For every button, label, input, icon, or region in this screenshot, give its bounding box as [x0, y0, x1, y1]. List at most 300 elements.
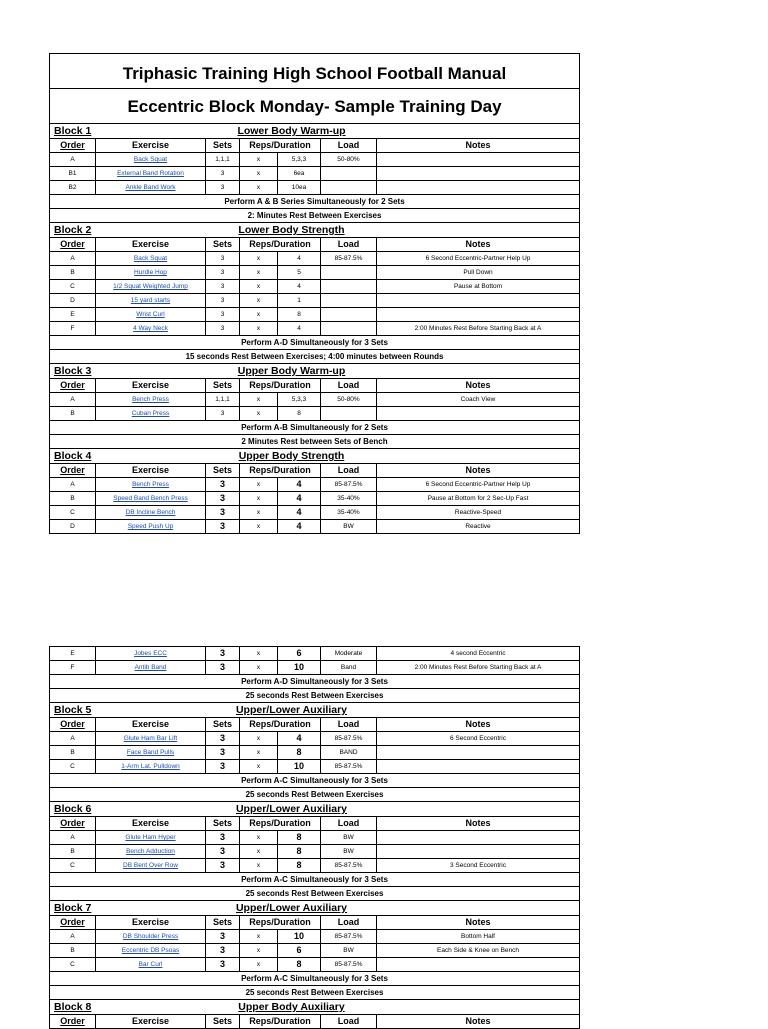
exercise-link[interactable]: Ankle Band Work	[125, 184, 176, 191]
exercise-link[interactable]: Bench Press	[132, 481, 169, 488]
sets-cell: 3	[206, 958, 240, 971]
reps-value-cell: 8	[278, 407, 321, 420]
notes-cell: Reactive	[465, 523, 491, 530]
column-header-order: Order	[50, 718, 96, 731]
column-header-exercise: Exercise	[96, 238, 206, 251]
exercise-cell	[96, 280, 206, 293]
column-header-sets: Sets	[206, 817, 240, 830]
block-header	[50, 449, 579, 464]
exercise-cell	[96, 308, 206, 321]
reps-cell: x	[240, 322, 278, 335]
reps-value-cell: 4	[278, 492, 321, 505]
exercise-link[interactable]: DB Incline Bench	[125, 509, 176, 516]
order-cell: F	[50, 661, 96, 674]
exercise-cell	[96, 760, 206, 773]
reps-cell: x	[240, 407, 278, 420]
notes-cell: 4 second Eccentric	[450, 650, 506, 657]
reps-cell: x	[240, 181, 278, 194]
exercise-row	[50, 760, 579, 774]
exercise-row	[50, 506, 579, 520]
sets-cell: 3	[206, 181, 240, 194]
load-cell: 35-40%	[321, 492, 377, 505]
notes-cell	[377, 746, 579, 759]
order-cell: B	[50, 845, 96, 858]
load-cell	[321, 181, 377, 194]
block-title: Upper Body Auxiliary	[238, 1001, 345, 1013]
order-cell: B	[50, 944, 96, 957]
load-cell: 85-87.5%	[321, 958, 377, 971]
column-header-sets: Sets	[206, 139, 240, 152]
sets-cell: 3	[206, 478, 240, 491]
reps-value-cell: 4	[278, 732, 321, 745]
reps-value-cell: 10ea	[278, 181, 321, 194]
reps-cell: x	[240, 280, 278, 293]
order-cell: B	[50, 407, 96, 420]
column-header-row	[50, 1015, 579, 1029]
load-cell: 85-87.5%	[321, 252, 377, 265]
notes-cell	[377, 308, 579, 321]
notes-cell	[377, 294, 579, 307]
reps-cell: x	[240, 930, 278, 943]
exercise-link[interactable]: 15 yard starts	[130, 297, 171, 304]
order-cell: E	[50, 647, 96, 660]
load-cell	[321, 266, 377, 279]
column-header-load: Load	[321, 379, 377, 392]
exercise-cell	[96, 831, 206, 844]
exercise-link[interactable]: Bench Adduction	[126, 848, 175, 855]
exercise-link[interactable]: Cuban Press	[131, 410, 170, 417]
order-cell: B	[50, 492, 96, 505]
reps-cell: x	[240, 831, 278, 844]
notes-cell	[377, 167, 579, 180]
exercise-row	[50, 294, 579, 308]
block-name: Block 5	[54, 704, 92, 716]
block-instruction: Perform A-B Simultaneously for 2 Sets	[50, 421, 579, 435]
notes-cell: Bottom Half	[461, 933, 495, 940]
column-header-sets: Sets	[206, 464, 240, 477]
reps-value-cell: 4	[278, 252, 321, 265]
exercise-row	[50, 958, 579, 972]
notes-cell: 2:00 Minutes Rest Before Starting Back at A	[414, 664, 542, 671]
column-header-exercise: Exercise	[96, 916, 206, 929]
column-header-sets: Sets	[206, 379, 240, 392]
exercise-row	[50, 478, 579, 492]
column-header-order: Order	[50, 464, 96, 477]
block-header	[50, 124, 579, 139]
reps-value-cell: 6	[278, 647, 321, 660]
order-cell: B1	[50, 167, 96, 180]
column-header-load: Load	[321, 464, 377, 477]
reps-value-cell: 8	[278, 831, 321, 844]
reps-cell: x	[240, 393, 278, 406]
column-header-reps: Reps/Duration	[240, 718, 321, 731]
block-title: Lower Body Warm-up	[237, 125, 346, 137]
reps-cell: x	[240, 478, 278, 491]
column-header-reps: Reps/Duration	[240, 1015, 321, 1028]
block-title: Upper Body Warm-up	[237, 365, 346, 377]
block-name: Block 6	[54, 803, 92, 815]
load-cell: 85-87.5%	[321, 478, 377, 491]
page-1-blocks	[50, 124, 579, 534]
exercise-row	[50, 661, 579, 675]
exercise-cell	[96, 944, 206, 957]
block-header	[50, 802, 579, 817]
exercise-cell	[96, 520, 206, 533]
exercise-link[interactable]: Speed Band Bench Press	[113, 495, 188, 502]
block-header	[50, 223, 579, 238]
order-cell: A	[50, 831, 96, 844]
reps-value-cell: 10	[278, 661, 321, 674]
page-2-blocks	[50, 647, 579, 1029]
exercise-link[interactable]: External Band Rotation	[117, 170, 184, 177]
order-cell: B2	[50, 181, 96, 194]
exercise-cell	[96, 181, 206, 194]
sets-cell: 3	[206, 322, 240, 335]
block-instruction: 25 seconds Rest Between Exercises	[50, 986, 579, 1000]
column-header-load: Load	[321, 1015, 377, 1028]
exercise-cell	[96, 506, 206, 519]
exercise-row	[50, 266, 579, 280]
block-instruction: 25 seconds Rest Between Exercises	[50, 689, 579, 703]
load-cell: BW	[321, 831, 377, 844]
column-header-load: Load	[321, 238, 377, 251]
sets-cell: 3	[206, 280, 240, 293]
block-header	[50, 1000, 579, 1015]
notes-cell: Reactive-Speed	[454, 509, 502, 516]
column-header-order: Order	[50, 238, 96, 251]
exercise-link[interactable]: Back Squat	[133, 255, 168, 262]
reps-value-cell: 5,3,3	[278, 393, 321, 406]
sets-cell: 3	[206, 167, 240, 180]
order-cell: A	[50, 252, 96, 265]
reps-value-cell: 8	[278, 845, 321, 858]
exercise-row	[50, 308, 579, 322]
reps-value-cell: 4	[278, 506, 321, 519]
column-header-row	[50, 817, 579, 831]
exercise-link[interactable]: Bar Curl	[138, 961, 163, 968]
reps-cell: x	[240, 167, 278, 180]
column-header-notes: Notes	[465, 140, 491, 150]
exercise-link[interactable]: Glute Ham Bar Lift	[123, 735, 178, 742]
exercise-row	[50, 944, 579, 958]
block-instruction: Perform A-C Simultaneously for 3 Sets	[50, 873, 579, 887]
exercise-row	[50, 322, 579, 336]
exercise-row	[50, 520, 579, 534]
notes-cell: 6 Second Eccentric-Partner Help Up	[425, 255, 531, 262]
column-header-notes: Notes	[465, 818, 491, 828]
exercise-row	[50, 930, 579, 944]
sets-cell: 3	[206, 746, 240, 759]
load-cell	[321, 167, 377, 180]
exercise-link[interactable]: 4 Way Neck	[133, 325, 168, 332]
load-cell	[321, 407, 377, 420]
exercise-cell	[96, 845, 206, 858]
exercise-cell	[96, 153, 206, 166]
exercise-cell	[96, 478, 206, 491]
load-cell	[321, 322, 377, 335]
reps-cell: x	[240, 958, 278, 971]
block-name: Block 2	[54, 224, 92, 236]
order-cell: C	[50, 958, 96, 971]
reps-cell: x	[240, 859, 278, 872]
exercise-link[interactable]: Antib Band	[134, 664, 167, 671]
sets-cell: 3	[206, 845, 240, 858]
exercise-link[interactable]: Eccentric DB Psoas	[121, 947, 180, 954]
exercise-cell	[96, 859, 206, 872]
exercise-row	[50, 181, 579, 195]
block-instruction: 2: Minutes Rest Between Exercises	[50, 209, 579, 223]
exercise-link[interactable]: DB Bent Over Row	[123, 862, 178, 869]
column-header-reps: Reps/Duration	[240, 139, 321, 152]
sets-cell: 3	[206, 760, 240, 773]
column-header-notes: Notes	[465, 719, 491, 729]
exercise-cell	[96, 647, 206, 660]
column-header-notes: Notes	[465, 380, 491, 390]
load-cell: 50-80%	[321, 153, 377, 166]
exercise-row	[50, 647, 579, 661]
exercise-cell	[96, 294, 206, 307]
notes-cell	[377, 153, 579, 166]
column-header-sets: Sets	[206, 1015, 240, 1028]
load-cell: 85-87.5%	[321, 760, 377, 773]
exercise-cell	[96, 266, 206, 279]
sets-cell: 3	[206, 944, 240, 957]
exercise-cell	[96, 407, 206, 420]
column-header-reps: Reps/Duration	[240, 916, 321, 929]
sets-cell: 3	[206, 407, 240, 420]
order-cell: A	[50, 732, 96, 745]
sets-cell: 3	[206, 294, 240, 307]
column-header-exercise: Exercise	[96, 718, 206, 731]
exercise-link[interactable]: Hurdle Hop	[134, 269, 167, 276]
column-header-order: Order	[50, 139, 96, 152]
reps-cell: x	[240, 308, 278, 321]
column-header-order: Order	[50, 916, 96, 929]
exercise-cell	[96, 393, 206, 406]
reps-cell: x	[240, 732, 278, 745]
block-title: Upper Body Strength	[238, 450, 345, 462]
notes-cell: Coach View	[460, 396, 496, 403]
exercise-link[interactable]: Speed Push Up	[127, 523, 174, 530]
column-header-order: Order	[50, 379, 96, 392]
page-subtitle: Eccentric Block Monday- Sample Training Day	[50, 89, 579, 124]
block-header	[50, 364, 579, 379]
exercise-row	[50, 831, 579, 845]
block-instruction: Perform A-C Simultaneously for 3 Sets	[50, 972, 579, 986]
column-header-load: Load	[321, 916, 377, 929]
column-header-notes: Notes	[465, 917, 491, 927]
notes-cell: Pause at Bottom for 2 Sec-Up Fast	[427, 495, 529, 502]
load-cell: BAND	[321, 746, 377, 759]
column-header-reps: Reps/Duration	[240, 817, 321, 830]
exercise-link[interactable]: Bench Press	[132, 396, 169, 403]
block-title: Upper/Lower Auxiliary	[235, 704, 348, 716]
reps-value-cell: 4	[278, 478, 321, 491]
block-instruction: Perform A-C Simultaneously for 3 Sets	[50, 774, 579, 788]
column-header-row	[50, 916, 579, 930]
column-header-notes: Notes	[465, 465, 491, 475]
exercise-link[interactable]: Jobes ECC	[134, 650, 167, 657]
reps-cell: x	[240, 647, 278, 660]
load-cell	[321, 308, 377, 321]
exercise-cell	[96, 958, 206, 971]
block-instruction: 25 seconds Rest Between Exercises	[50, 887, 579, 901]
exercise-row	[50, 732, 579, 746]
column-header-exercise: Exercise	[96, 139, 206, 152]
column-header-sets: Sets	[206, 916, 240, 929]
load-cell: Band	[321, 661, 377, 674]
block-instruction: Perform A & B Series Simultaneously for 2 Sets	[50, 195, 579, 209]
block-title: Upper/Lower Auxiliary	[235, 902, 348, 914]
reps-cell: x	[240, 506, 278, 519]
column-header-sets: Sets	[206, 238, 240, 251]
exercise-row	[50, 859, 579, 873]
order-cell: A	[50, 478, 96, 491]
notes-cell: 6 Second Eccentric-Partner Help Up	[425, 481, 531, 488]
reps-cell: x	[240, 492, 278, 505]
exercise-link[interactable]: DB Shoulder Press	[122, 933, 179, 940]
notes-cell	[377, 181, 579, 194]
sets-cell: 3	[206, 252, 240, 265]
notes-cell: 2:00 Minutes Rest Before Starting Back at A	[414, 325, 542, 332]
notes-cell: Pull Down	[463, 269, 493, 276]
block-title: Lower Body Strength	[238, 224, 345, 236]
column-header-exercise: Exercise	[96, 1015, 206, 1028]
exercise-row	[50, 845, 579, 859]
block-header	[50, 901, 579, 916]
notes-cell: 6 Second Eccentric	[449, 735, 506, 742]
reps-value-cell: 10	[278, 930, 321, 943]
reps-value-cell: 8	[278, 958, 321, 971]
reps-value-cell: 8	[278, 859, 321, 872]
reps-cell: x	[240, 746, 278, 759]
load-cell	[321, 280, 377, 293]
block-name: Block 7	[54, 902, 92, 914]
load-cell: 85-87.5%	[321, 732, 377, 745]
notes-cell	[377, 407, 579, 420]
column-header-exercise: Exercise	[96, 464, 206, 477]
reps-value-cell: 6ea	[278, 167, 321, 180]
block-instruction: 2 Minutes Rest between Sets of Bench	[50, 435, 579, 449]
column-header-row	[50, 238, 579, 252]
load-cell: Moderate	[321, 647, 377, 660]
block-instruction: 25 seconds Rest Between Exercises	[50, 788, 579, 802]
order-cell: B	[50, 746, 96, 759]
column-header-row	[50, 464, 579, 478]
load-cell: BW	[321, 845, 377, 858]
exercise-row	[50, 280, 579, 294]
sets-cell: 3	[206, 831, 240, 844]
load-cell: 85-87.5%	[321, 859, 377, 872]
exercise-link[interactable]: 1/2 Squat Weighted Jump	[113, 283, 188, 290]
reps-value-cell: 5	[278, 266, 321, 279]
sets-cell: 1,1,1	[206, 393, 240, 406]
exercise-link[interactable]: Face Band Pulls	[126, 749, 175, 756]
block-instruction: 15 seconds Rest Between Exercises; 4:00 minutes between Rounds	[50, 350, 579, 364]
order-cell: B	[50, 266, 96, 279]
reps-value-cell: 1	[278, 294, 321, 307]
notes-cell: 3 Second Eccentric	[449, 862, 506, 869]
sets-cell: 3	[206, 492, 240, 505]
order-cell: C	[50, 506, 96, 519]
reps-cell: x	[240, 944, 278, 957]
order-cell: D	[50, 520, 96, 533]
sets-cell: 3	[206, 308, 240, 321]
exercise-row	[50, 407, 579, 421]
load-cell: BW	[321, 520, 377, 533]
block-header	[50, 703, 579, 718]
reps-cell: x	[240, 520, 278, 533]
reps-value-cell: 5,3,3	[278, 153, 321, 166]
reps-value-cell: 4	[278, 280, 321, 293]
order-cell: A	[50, 153, 96, 166]
order-cell: C	[50, 280, 96, 293]
column-header-order: Order	[50, 817, 96, 830]
order-cell: C	[50, 859, 96, 872]
sets-cell: 1,1,1	[206, 153, 240, 166]
column-header-reps: Reps/Duration	[240, 238, 321, 251]
load-cell: 50-80%	[321, 393, 377, 406]
column-header-reps: Reps/Duration	[240, 464, 321, 477]
sets-cell: 3	[206, 930, 240, 943]
sets-cell: 3	[206, 859, 240, 872]
reps-value-cell: 4	[278, 520, 321, 533]
sets-cell: 3	[206, 266, 240, 279]
column-header-row	[50, 139, 579, 153]
exercise-row	[50, 167, 579, 181]
reps-cell: x	[240, 661, 278, 674]
sets-cell: 3	[206, 661, 240, 674]
exercise-link[interactable]: Glute Ham Hyper	[125, 834, 176, 841]
order-cell: C	[50, 760, 96, 773]
exercise-cell	[96, 167, 206, 180]
block-name: Block 3	[54, 365, 92, 377]
exercise-link[interactable]: Wrist Curl	[136, 311, 165, 318]
load-cell: 85-87.5%	[321, 930, 377, 943]
notes-cell	[377, 760, 579, 773]
exercise-link[interactable]: Back Squat	[133, 156, 168, 163]
sets-cell: 3	[206, 647, 240, 660]
reps-cell: x	[240, 153, 278, 166]
reps-value-cell: 4	[278, 322, 321, 335]
column-header-exercise: Exercise	[96, 379, 206, 392]
reps-value-cell: 6	[278, 944, 321, 957]
order-cell: E	[50, 308, 96, 321]
manual-page-2	[49, 646, 580, 1029]
reps-value-cell: 8	[278, 308, 321, 321]
exercise-cell	[96, 252, 206, 265]
exercise-cell	[96, 746, 206, 759]
order-cell: F	[50, 322, 96, 335]
column-header-sets: Sets	[206, 718, 240, 731]
block-instruction: Perform A-D Simultaneously for 3 Sets	[50, 336, 579, 350]
block-name: Block 8	[54, 1001, 92, 1013]
exercise-cell	[96, 492, 206, 505]
column-header-load: Load	[321, 718, 377, 731]
order-cell: A	[50, 393, 96, 406]
sets-cell: 3	[206, 506, 240, 519]
block-instruction: Perform A-D Simultaneously for 3 Sets	[50, 675, 579, 689]
exercise-row	[50, 746, 579, 760]
exercise-row	[50, 492, 579, 506]
column-header-notes: Notes	[465, 1016, 491, 1026]
exercise-link[interactable]: 1-Arm Lat. Pulldown	[121, 763, 180, 770]
reps-cell: x	[240, 294, 278, 307]
sets-cell: 3	[206, 732, 240, 745]
order-cell: A	[50, 930, 96, 943]
notes-cell: Each Side & Knee on Bench	[436, 947, 520, 954]
column-header-order: Order	[50, 1015, 96, 1028]
